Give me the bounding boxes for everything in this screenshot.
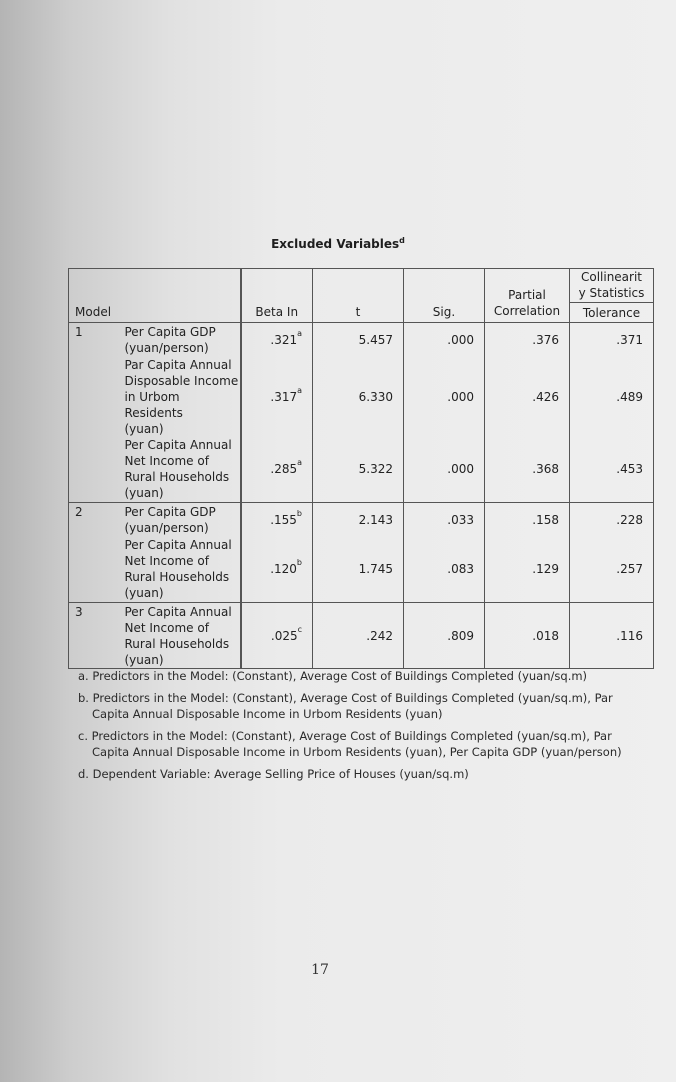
beta-in-cell (241, 357, 313, 437)
variable-label-line: Rural Households (124, 470, 230, 485)
table-row (69, 323, 654, 357)
variable-label (121, 603, 241, 669)
beta-in-value: .155 (270, 512, 297, 527)
table-row (69, 437, 654, 503)
page-number: 17 (311, 962, 329, 978)
table-row (69, 603, 654, 669)
t-value: .242 (313, 603, 404, 669)
beta-in-header: Beta In (241, 269, 313, 323)
variable-label-line: Per Capita Annual (124, 604, 232, 619)
beta-in-cell (241, 537, 313, 603)
t-value: 5.322 (313, 437, 404, 503)
variable-label-line: Per Capita Annual (124, 538, 232, 553)
model-number: 2 (69, 503, 121, 537)
variable-label-line: (yuan) (124, 421, 164, 436)
table-row (69, 357, 654, 437)
sig-value: .000 (404, 323, 485, 357)
beta-in-value: .285 (270, 462, 298, 477)
model-number (69, 537, 121, 603)
tolerance-value: .257 (570, 537, 654, 603)
variable-label-line: Per Capita GDP (124, 504, 216, 519)
footnote-marker: a (297, 385, 302, 395)
partial-correlation-value: .158 (485, 503, 570, 537)
sig-header: Sig. (404, 269, 485, 323)
sig-value: .033 (404, 503, 485, 537)
variable-label-line: Par Capita Annual (124, 357, 232, 372)
footnote-d: d. Dependent Variable: Average Selling Price of Houses (yuan/sq.m) (78, 767, 469, 781)
t-value: 2.143 (313, 503, 404, 537)
variable-label-line: (yuan) (124, 652, 164, 667)
beta-in-cell (241, 503, 313, 537)
partial-correlation-value: .376 (485, 323, 570, 357)
sig-value: .809 (404, 603, 485, 669)
variable-label-line: Disposable Income (124, 373, 239, 388)
beta-in-value: .120 (270, 562, 297, 577)
table-row (69, 537, 654, 603)
beta-in-cell (241, 437, 313, 503)
partial-correlation-header: Partial Correlation (485, 269, 570, 323)
tolerance-value: .453 (570, 437, 654, 503)
collinearity-statistics-header: Collinearit y Statistics (570, 269, 654, 303)
footnote-marker: b (296, 508, 302, 518)
variable-label-line: in Urbom Residents (124, 389, 183, 420)
tolerance-value: .371 (570, 323, 654, 357)
variable-label-line: (yuan/person) (124, 520, 209, 535)
t-value: 6.330 (313, 357, 404, 437)
beta-in-value: .317 (270, 389, 298, 404)
model-number: 1 (69, 323, 121, 357)
footnote-marker: a (297, 458, 302, 468)
tolerance-value: .489 (570, 357, 654, 437)
footnote-b: b. Predictors in the Model: (Constant), Average Cost of Buildings Completed (yuan/sq.m), Par Capita Annual Disposable Income in Urbom Residents (yuan) (78, 691, 613, 721)
variable-label-line: Per Capita GDP (124, 324, 216, 339)
footnote-marker: a (297, 328, 302, 338)
t-value: 5.457 (313, 323, 404, 357)
t-header: t (313, 269, 404, 323)
partial-correlation-value: .368 (485, 437, 570, 503)
variable-label (121, 357, 241, 437)
footnote-c: c. Predictors in the Model: (Constant), Average Cost of Buildings Completed (yuan/sq.m), Par Capita Annual Disposable Income in Urbom Residents (yuan), Per Capita GDP (yuan/person) (78, 729, 622, 759)
variable-label-line: (yuan) (124, 586, 164, 601)
model-number: 3 (69, 603, 121, 669)
footnote-marker: c (297, 624, 302, 634)
footnote-marker: b (296, 558, 302, 568)
variable-label (121, 503, 241, 537)
variable-label-line: Net Income of (124, 554, 209, 569)
title-footnote-mark: d (399, 236, 405, 245)
variable-label-line: (yuan/person) (124, 340, 209, 355)
tolerance-value: .116 (570, 603, 654, 669)
table-body (69, 323, 654, 669)
footnote-a: a. Predictors in the Model: (Constant), Average Cost of Buildings Completed (yuan/sq.m) (78, 669, 588, 683)
variable-label (121, 323, 241, 357)
tolerance-value: .228 (570, 503, 654, 537)
model-number (69, 437, 121, 503)
variable-label-line: Net Income of (124, 454, 209, 469)
model-header: Model (69, 269, 241, 323)
partial-correlation-value: .129 (485, 537, 570, 603)
partial-correlation-value: .426 (485, 357, 570, 437)
variable-label-line: (yuan) (124, 486, 164, 501)
beta-in-cell (241, 323, 313, 357)
model-number (69, 357, 121, 437)
partial-correlation-value: .018 (485, 603, 570, 669)
table-title: Excluded Variables$^d$ (271, 236, 405, 251)
variable-label-line: Rural Households (124, 570, 230, 585)
sig-value: .083 (404, 537, 485, 603)
variable-label-line: Net Income of (124, 620, 209, 635)
sig-value: .000 (404, 357, 485, 437)
t-value: 1.745 (313, 537, 404, 603)
beta-in-cell (241, 603, 313, 669)
beta-in-value: .025 (270, 628, 298, 643)
variable-label (121, 437, 241, 503)
table-row (69, 503, 654, 537)
sig-value: .000 (404, 437, 485, 503)
beta-in-value: .321 (270, 332, 298, 347)
variable-label-line: Rural Households (124, 636, 230, 651)
variable-label (121, 537, 241, 603)
variable-label-line: Per Capita Annual (124, 438, 232, 453)
tolerance-header: Tolerance (570, 303, 654, 323)
excluded-variables-table (68, 268, 654, 669)
